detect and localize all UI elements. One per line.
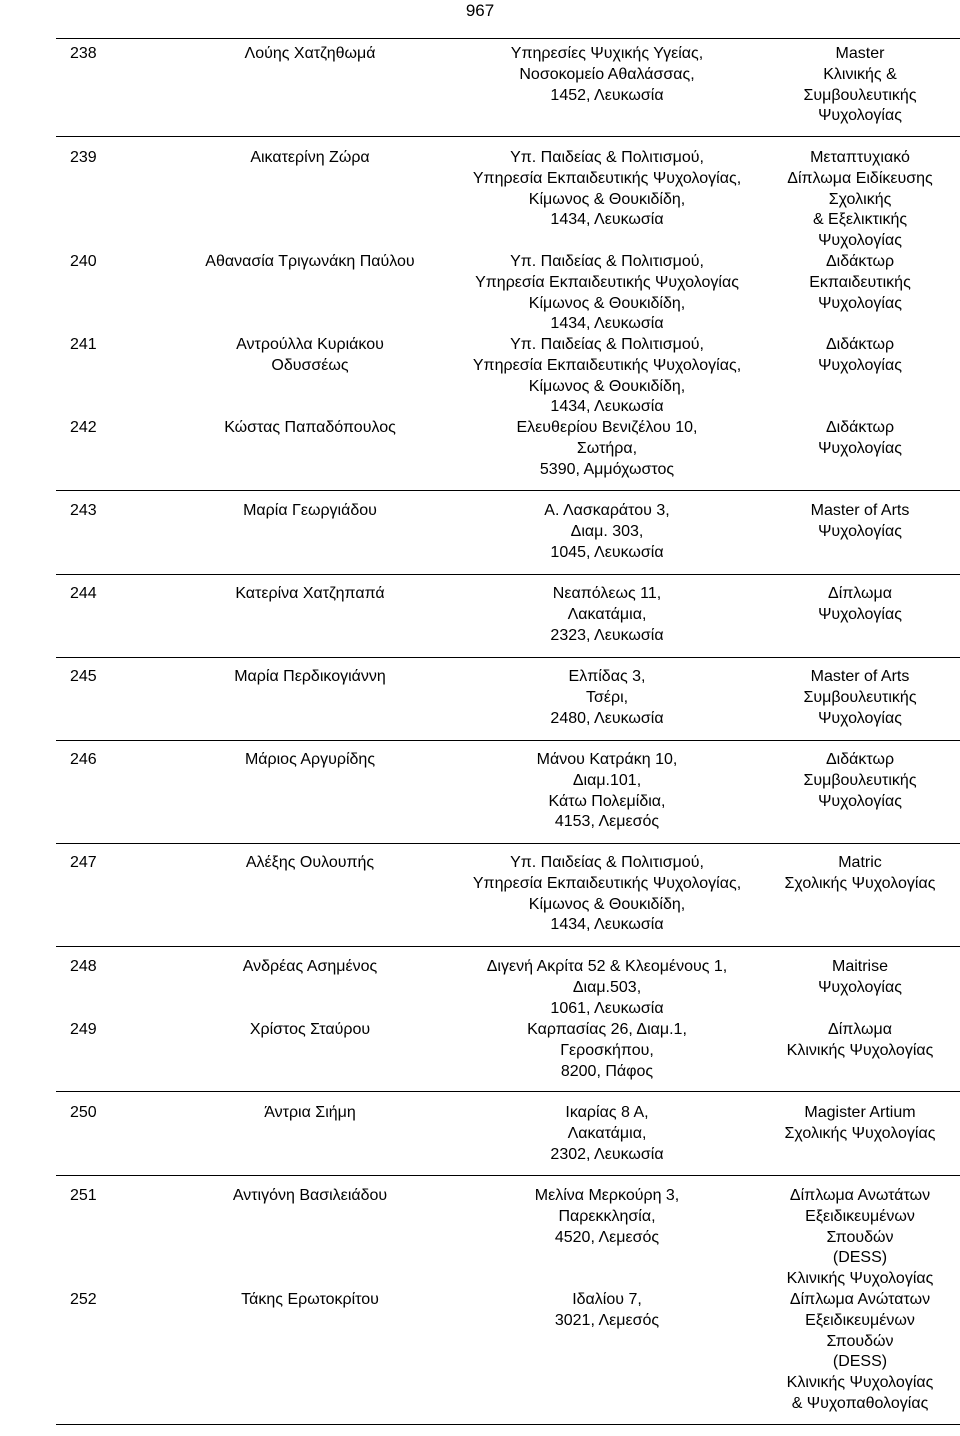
entry-address: Υπ. Παιδείας & Πολιτισμού, Υπηρεσία Εκπαιδευτικής Ψυχολογίας, Κίμωνος & Θουκιδίδη, 1434, Λευκωσία xyxy=(472,336,742,416)
entry-name: Κώστας Παπαδόπουλος xyxy=(224,419,396,436)
entry-address: Ελπίδας 3, Τσέρι, 2480, Λευκωσία xyxy=(550,668,664,727)
entry-qualification: Master of Arts Συμβουλευτικής Ψυχολογίας xyxy=(803,668,917,727)
entry-address: Μάνου Κατράκη 10, Διαμ.101, Κάτω Πολεμίδια, 4153, Λεμεσός xyxy=(536,751,678,831)
entry-name: Αλέξης Ουλουπής xyxy=(245,854,375,871)
table-rule xyxy=(56,490,960,491)
entry-address: Μελίνα Μερκούρη 3, Παρεκκλησία, 4520, Λεμεσός xyxy=(534,1187,680,1246)
entry-name: Αθανασία Τριγωνάκη Παύλου xyxy=(205,253,415,270)
table-rule xyxy=(56,1175,960,1176)
entry-number: 251 xyxy=(70,1187,97,1204)
entry-qualification: Master Κλινικής & Συμβουλευτικής Ψυχολογίας xyxy=(803,45,917,125)
entry-number: 244 xyxy=(70,585,97,602)
entry-address: Ιδαλίου 7, 3021, Λεμεσός xyxy=(554,1291,660,1329)
entry-name: Κατερίνα Χατζηπαπά xyxy=(235,585,385,602)
entry-qualification: Δίπλωμα Ψυχολογίας xyxy=(818,585,902,623)
entry-qualification: Master of Arts Ψυχολογίας xyxy=(810,502,910,540)
entry-address: Ικαρίας 8 Α, Λακατάμια, 2302, Λευκωσία xyxy=(550,1104,664,1163)
entry-number: 243 xyxy=(70,502,97,519)
entry-number: 249 xyxy=(70,1021,97,1038)
entry-name: Άντρια Σιήμη xyxy=(264,1104,356,1121)
entry-qualification: Διδάκτωρ Ψυχολογίας xyxy=(818,419,902,457)
entry-address: Υπ. Παιδείας & Πολιτισμού, Υπηρεσία Εκπαιδευτικής Ψυχολογίας, Κίμωνος & Θουκιδίδη, 1434, Λευκωσία xyxy=(472,149,742,229)
page-number: 967 xyxy=(465,1,495,20)
table-rule xyxy=(56,843,960,844)
entry-number: 238 xyxy=(70,45,97,62)
table-rule xyxy=(56,657,960,658)
entry-address: Ελευθερίου Βενιζέλου 10, Σωτήρα, 5390, Αμμόχωστος xyxy=(516,419,698,478)
entry-name: Αικατερίνη Ζώρα xyxy=(250,149,370,166)
entry-qualification: Διδάκτωρ Συμβουλευτικής Ψυχολογίας xyxy=(803,751,917,810)
entry-address: Καρπασίας 26, Διαμ.1, Γεροσκήπου, 8200, Πάφος xyxy=(527,1021,687,1080)
entry-qualification: Matric Σχολικής Ψυχολογίας xyxy=(784,854,936,892)
entry-qualification: Δίπλωμα Ανώτατων Εξειδικευμένων Σπουδών (DESS) Κλινικής Ψυχολογίας & Ψυχοπαθολογίας xyxy=(786,1291,934,1412)
entry-name: Μαρία Γεωργιάδου xyxy=(243,502,377,519)
entry-number: 241 xyxy=(70,336,97,353)
entry-number: 250 xyxy=(70,1104,97,1121)
table-rule xyxy=(56,1091,960,1092)
entry-qualification: Δίπλωμα Ανωτάτων Εξειδικευμένων Σπουδών (DESS) Κλινικής Ψυχολογίας xyxy=(786,1187,934,1288)
entry-qualification: Magister Artium Σχολικής Ψυχολογίας xyxy=(784,1104,936,1142)
entry-name: Μαρία Περδικογιάννη xyxy=(234,668,386,685)
entry-name: Μάριος Αργυρίδης xyxy=(244,751,376,768)
table-rule xyxy=(56,740,960,741)
entry-name: Λούης Χατζηθωμά xyxy=(244,45,376,62)
entry-name: Ανδρέας Ασημένος xyxy=(242,958,378,975)
entry-qualification: Διδάκτωρ Ψυχολογίας xyxy=(818,336,902,374)
entry-name: Αντρούλλα Κυριάκου Οδυσσέως xyxy=(236,336,384,374)
entry-address: Α. Λασκαράτου 3, Διαμ. 303, 1045, Λευκωσία xyxy=(544,502,670,561)
entry-number: 239 xyxy=(70,149,97,166)
entry-address: Υπηρεσίες Ψυχικής Υγείας, Νοσοκομείο Αθαλάσσας, 1452, Λευκωσία xyxy=(510,45,704,104)
table-rule xyxy=(56,38,960,39)
entry-number: 242 xyxy=(70,419,97,436)
entry-address: Υπ. Παιδείας & Πολιτισμού, Υπηρεσία Εκπαιδευτικής Ψυχολογίας Κίμωνος & Θουκιδίδη, 1434, Λευκωσία xyxy=(475,253,739,333)
table-rule xyxy=(56,574,960,575)
table-rule xyxy=(56,136,960,137)
entry-number: 248 xyxy=(70,958,97,975)
entry-number: 246 xyxy=(70,751,97,768)
entry-address: Υπ. Παιδείας & Πολιτισμού, Υπηρεσία Εκπαιδευτικής Ψυχολογίας, Κίμωνος & Θουκιδίδη, 1434, Λευκωσία xyxy=(472,854,742,934)
entry-number: 252 xyxy=(70,1291,97,1308)
entry-name: Τάκης Ερωτοκρίτου xyxy=(241,1291,379,1308)
entry-name: Χρίστος Σταύρου xyxy=(249,1021,371,1038)
entry-name: Αντιγόνη Βασιλειάδου xyxy=(232,1187,388,1204)
entry-address: Διγενή Ακρίτα 52 & Κλεομένους 1, Διαμ.503, 1061, Λευκωσία xyxy=(486,958,728,1017)
table-rule xyxy=(56,946,960,947)
entry-qualification: Maitrise Ψυχολογίας xyxy=(818,958,902,996)
entry-number: 247 xyxy=(70,854,97,871)
entry-number: 240 xyxy=(70,253,97,270)
entry-qualification: Διδάκτωρ Εκπαιδευτικής Ψυχολογίας xyxy=(809,253,911,312)
entry-qualification: Μεταπτυχιακό Δίπλωμα Ειδίκευσης Σχολικής & Εξελικτικής Ψυχολογίας xyxy=(787,149,933,250)
entry-address: Νεαπόλεως 11, Λακατάμια, 2323, Λευκωσία xyxy=(550,585,664,644)
entry-number: 245 xyxy=(70,668,97,685)
table-rule xyxy=(56,1424,960,1425)
entry-qualification: Δίπλωμα Κλινικής Ψυχολογίας xyxy=(786,1021,934,1059)
